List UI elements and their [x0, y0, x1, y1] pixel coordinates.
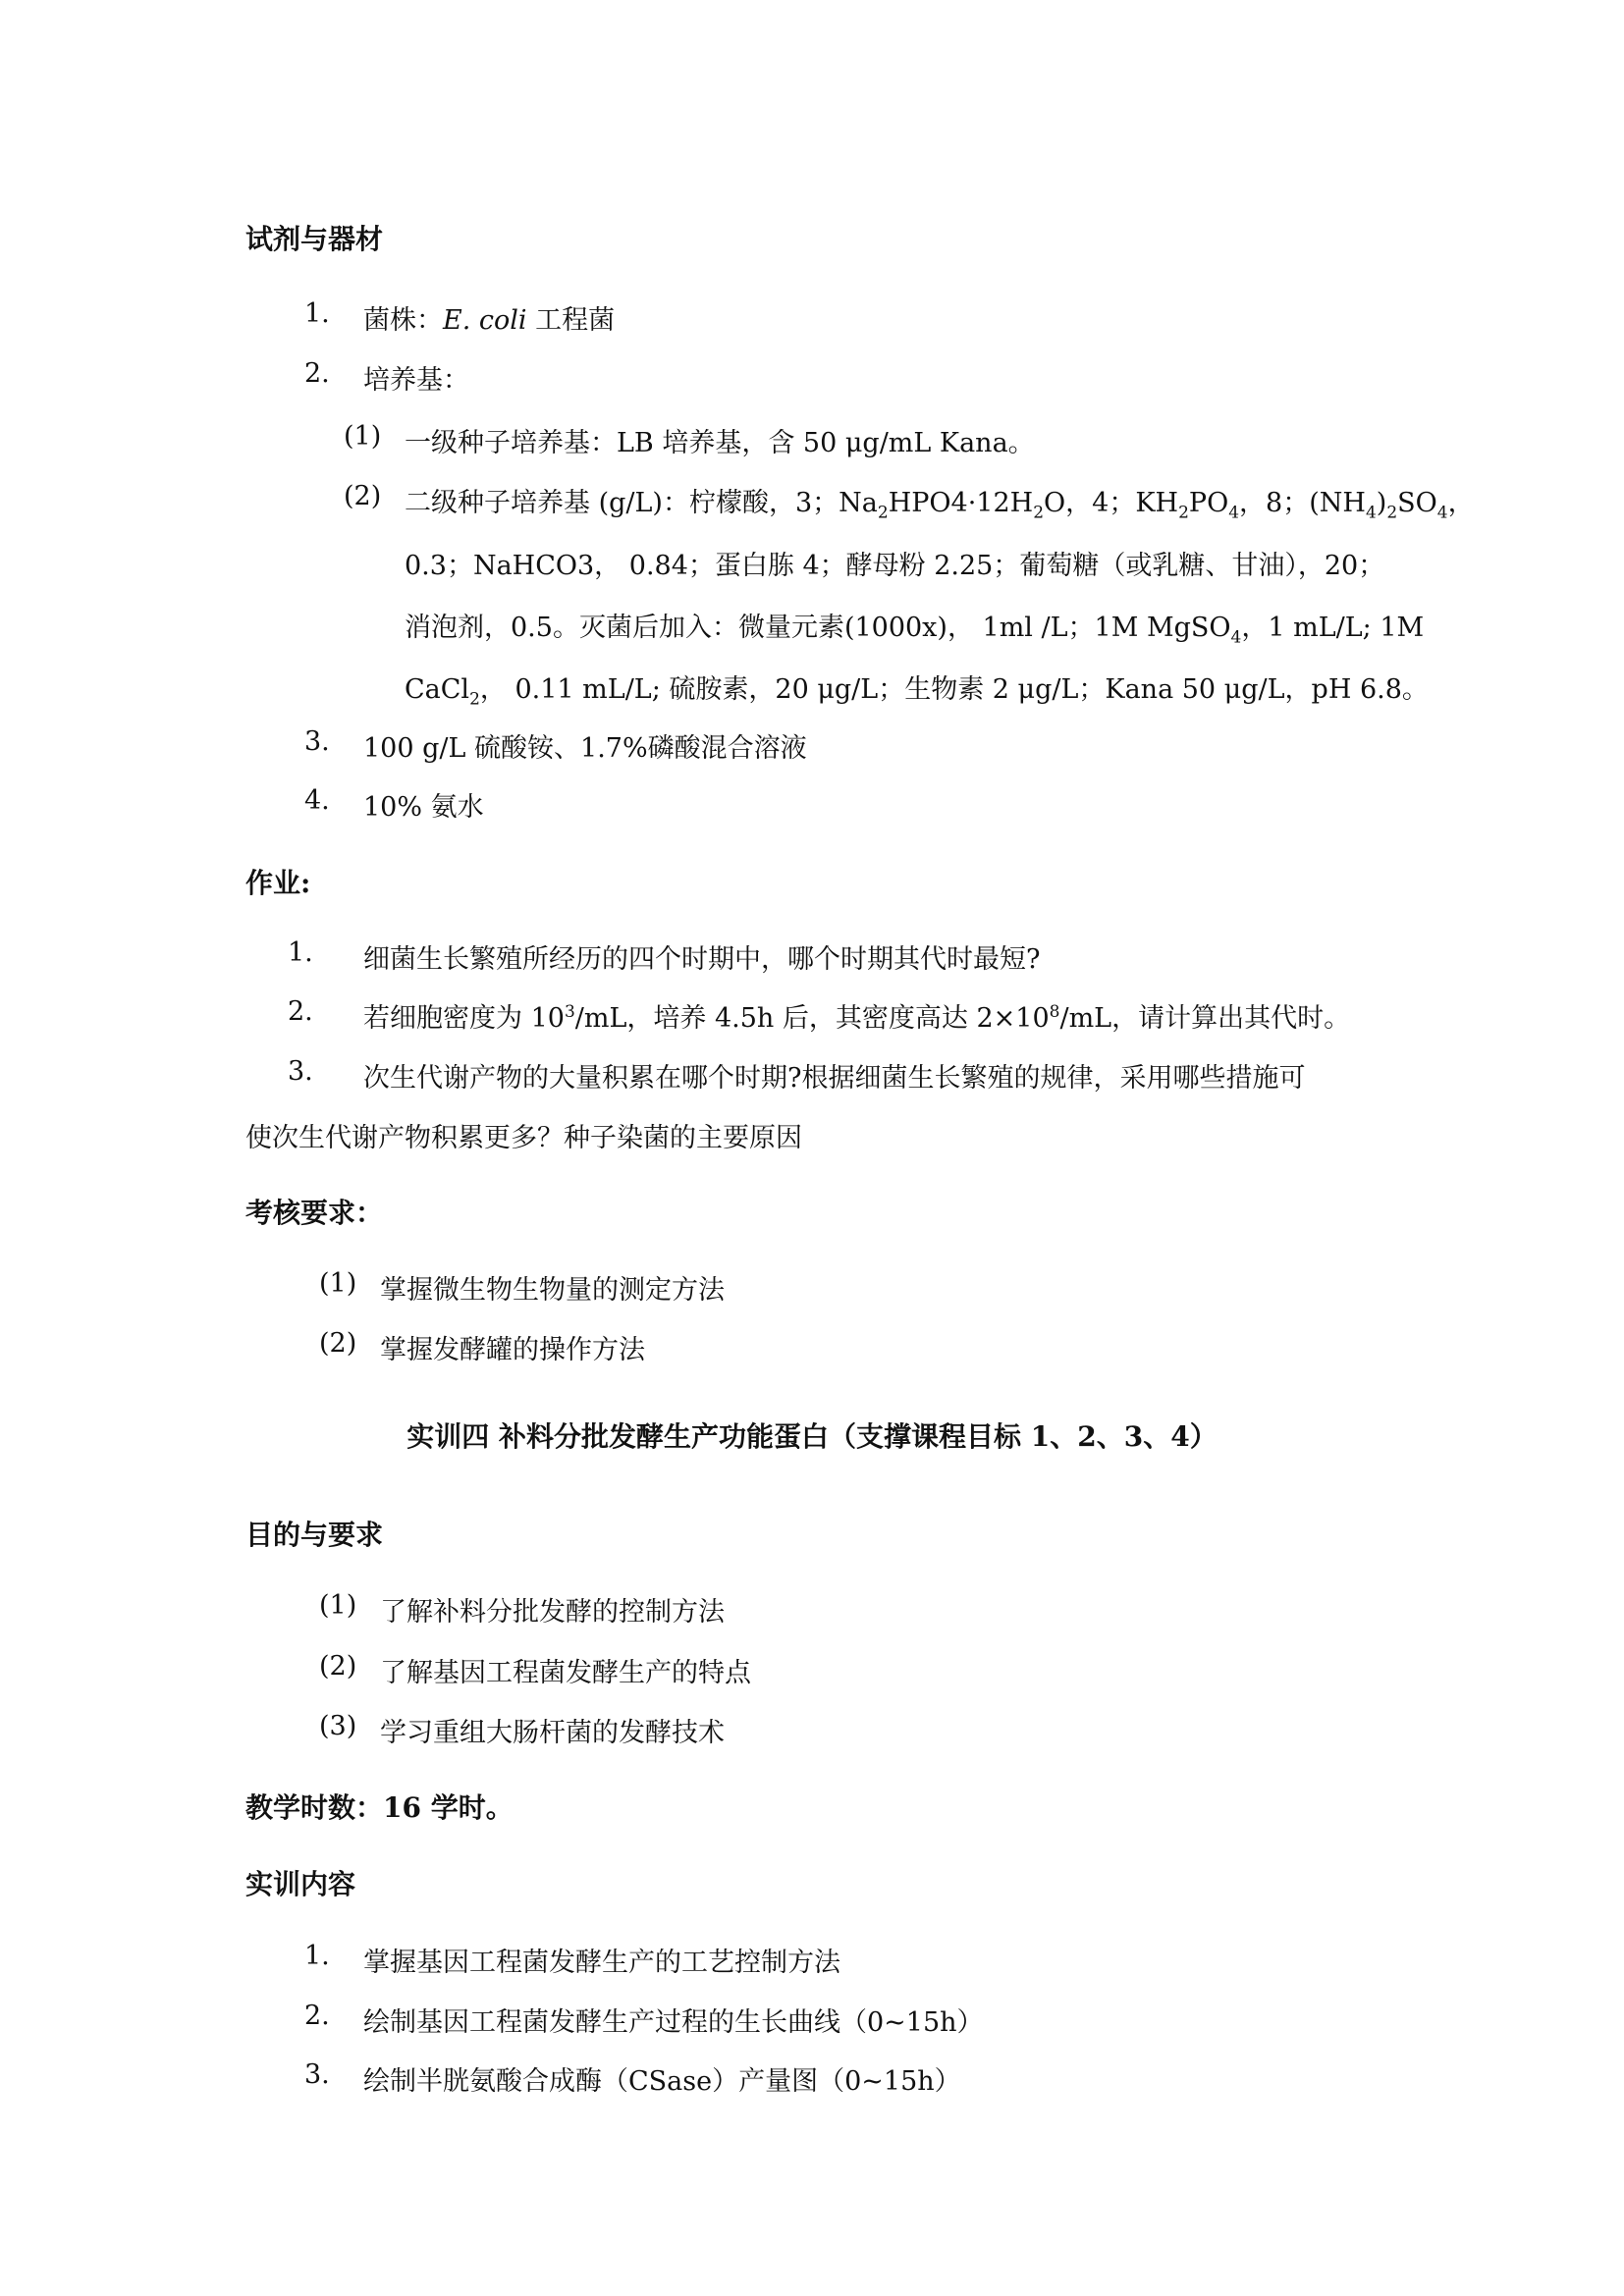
- sub-list-number: (2): [344, 481, 382, 511]
- reagent-item-ammonia: 10% 氨水: [363, 792, 484, 823]
- subscript: 4: [1365, 503, 1377, 523]
- purpose-item-1: 了解补料分批发酵的控制方法: [380, 1597, 725, 1628]
- subscript: 4: [1436, 503, 1448, 523]
- text: 若细胞密度为 10: [363, 1003, 565, 1034]
- training-4-title: 实训四 补料分批发酵生产功能蛋白（支撑课程目标 1、2、3、4）: [406, 1420, 1218, 1453]
- subscript: 2: [1033, 503, 1045, 523]
- homework-question-3-line2: 使次生代谢产物积累更多？种子染菌的主要原因: [245, 1123, 802, 1153]
- purpose-item-2: 了解基因工程菌发酵生产的特点: [380, 1658, 751, 1688]
- sub-list-number: (3): [319, 1711, 357, 1741]
- list-number: 3.: [304, 2059, 330, 2090]
- text: SO: [1397, 488, 1437, 518]
- teaching-hours: 教学时数：16 学时。: [245, 1791, 514, 1824]
- text: PO: [1188, 488, 1229, 518]
- list-number: 4.: [304, 785, 330, 816]
- purpose-item-3: 学习重组大肠杆菌的发酵技术: [380, 1718, 725, 1748]
- list-number: 2.: [304, 358, 330, 389]
- content-item-3: 绘制半胱氨酸合成酶（CSase）产量图（0~15h）: [363, 2066, 961, 2097]
- reagent-item-medium: 培养基：: [363, 365, 469, 396]
- heading-reagents: 试剂与器材: [245, 223, 384, 255]
- text: ， 0.11 mL/L; 硫胺素，20 μg/L；生物素 2 μg/L；Kana 50 μg/L，pH 6.8。: [479, 674, 1429, 705]
- text: ，1 mL/L; 1M: [1241, 613, 1425, 643]
- subscript: 4: [1228, 503, 1240, 523]
- heading-homework: 作业:: [245, 867, 311, 899]
- text: ，8；(NH: [1239, 488, 1366, 518]
- text: O，4；KH: [1044, 488, 1179, 518]
- medium-second-seed-line4: [405, 667, 1429, 710]
- text: ，: [1447, 488, 1475, 518]
- assessment-item-2: 掌握发酵罐的操作方法: [380, 1335, 645, 1365]
- heading-purpose: 目的与要求: [245, 1519, 384, 1551]
- reagent-item-ammonium-sulfate: 100 g/L 硫酸铵、1.7%磷酸混合溶液: [363, 733, 807, 764]
- text: ): [1376, 488, 1387, 518]
- list-number: 2.: [304, 2001, 330, 2031]
- heading-assessment: 考核要求：: [245, 1197, 384, 1229]
- list-number: 1.: [288, 937, 313, 968]
- subscript: 2: [469, 689, 480, 710]
- reagent-item-strain: [363, 298, 615, 337]
- heading-training-content: 实训内容: [245, 1868, 356, 1900]
- list-number: 1.: [304, 298, 330, 329]
- list-number: 3.: [288, 1056, 313, 1087]
- homework-question-3-line1: 次生代谢产物的大量积累在哪个时期?根据细菌生长繁殖的规律，采用哪些措施可: [363, 1063, 1306, 1094]
- text: 二级种子培养基 (g/L)：柠檬酸，3；Na: [405, 488, 878, 518]
- list-number: 1.: [304, 1941, 330, 1971]
- list-number: 2.: [288, 996, 313, 1027]
- sub-list-number: (1): [319, 1590, 357, 1621]
- sub-list-number: (2): [319, 1328, 357, 1359]
- content-item-2: 绘制基因工程菌发酵生产过程的生长曲线（0~15h）: [363, 2007, 984, 2038]
- medium-second-seed-line3: [405, 606, 1425, 648]
- homework-question-1: 细菌生长繁殖所经历的四个时期中，哪个时期其代时最短?: [363, 944, 1041, 975]
- medium-first-seed: 一级种子培养基：LB 培养基，含 50 μg/mL Kana。: [405, 428, 1035, 458]
- text: /mL，培养 4.5h 后，其密度高达 2×10: [574, 1003, 1050, 1034]
- text: /mL，请计算出其代时。: [1059, 1003, 1351, 1034]
- subscript: 2: [877, 503, 889, 523]
- italic-text: E. coli: [443, 305, 527, 336]
- sub-list-number: (2): [319, 1651, 357, 1682]
- assessment-item-1: 掌握微生物生物量的测定方法: [380, 1275, 725, 1306]
- superscript: 8: [1049, 1002, 1060, 1022]
- text: 消泡剂，0.5。灭菌后加入：微量元素(1000x)， 1ml /L；1M MgSO: [405, 613, 1231, 643]
- homework-question-2: [363, 996, 1350, 1035]
- text: CaCl: [405, 674, 470, 705]
- superscript: 3: [564, 1002, 575, 1022]
- subscript: 2: [1386, 503, 1398, 523]
- text: 菌株：: [363, 305, 443, 336]
- sub-list-number: (1): [319, 1268, 357, 1299]
- subscript: 2: [1178, 503, 1189, 523]
- text: HPO4·12H: [888, 488, 1034, 518]
- list-number: 3.: [304, 726, 330, 757]
- medium-second-seed-line1: [405, 481, 1475, 523]
- subscript: 4: [1230, 627, 1242, 648]
- medium-second-seed-line2: 0.3；NaHCO3， 0.84；蛋白胨 4；酵母粉 2.25；葡萄糖（或乳糖、甘油），20；: [405, 551, 1385, 581]
- text: 工程菌: [526, 305, 616, 336]
- content-item-1: 掌握基因工程菌发酵生产的工艺控制方法: [363, 1948, 840, 1978]
- sub-list-number: (1): [344, 421, 382, 452]
